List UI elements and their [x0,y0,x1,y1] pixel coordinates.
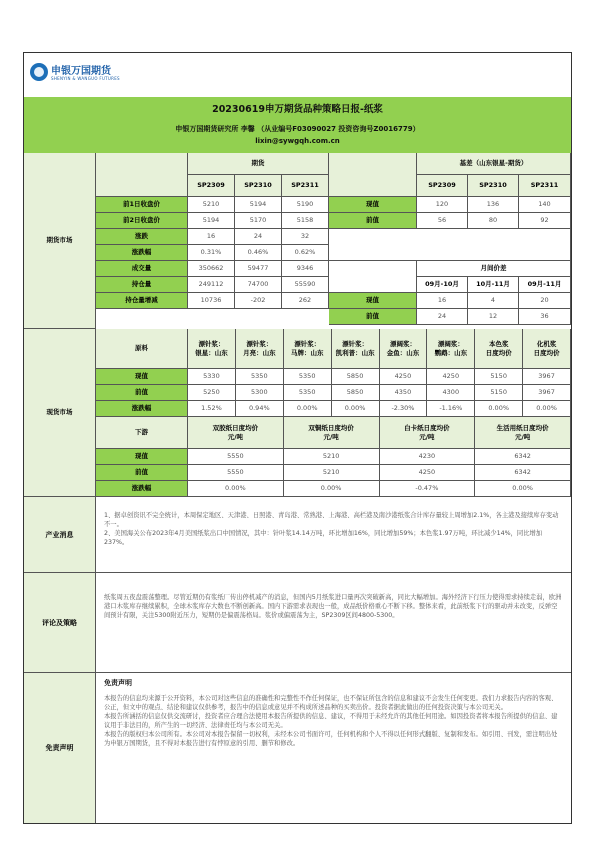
futures-value: 10736 [188,293,235,309]
futures-row-label: 前1日收盘价 [96,197,188,213]
downstream-row-label: 现值 [96,449,188,465]
disclaimer-section-label: 免责声明 [24,673,96,823]
disclaimer-text [96,673,571,823]
raw-material-header: 漂针浆： 凯利普：山东 [332,329,380,369]
spread-blank [329,261,417,293]
downstream-value: -0.47% [380,481,476,497]
downstream-value: 5550 [188,465,284,481]
raw-value: 5850 [332,385,380,401]
spread-prev-value: 24 [417,309,468,325]
futures-header-blank [96,153,188,197]
downstream-value: 6342 [475,465,571,481]
raw-value: 5350 [284,385,332,401]
futures-value: 24 [235,229,282,245]
spread-now-value: 16 [417,293,468,309]
raw-value: 5350 [284,369,332,385]
futures-value: 5170 [235,213,282,229]
raw-value: 5330 [188,369,236,385]
raw-material-label: 原料 [96,329,188,369]
spread-column-header: 09月-10月 [417,277,468,293]
raw-value: 0.00% [284,401,332,417]
futures-header: 期货 [188,153,329,175]
futures-row-label: 持仓量 [96,277,188,293]
futures-value: 16 [188,229,235,245]
raw-row-label: 前值 [96,385,188,401]
disclaimer-paragraph-1: 本报告的信息均来源于公开资料，本公司对这些信息的准确性和完整性不作任何保证，也不保证所包含的信息和建议不会发生任何变更。我们力求报告内容的客观、公正，但文中的观点、结论和建议仅供参考，报告中的信息或意见并不构成所述品种的买卖出价。投资者据此做出的任何投资决策与本公司无关。 [104,695,558,711]
basis-header-blank [329,153,417,197]
raw-material-header: 漂针浆： 月亮：山东 [236,329,284,369]
raw-value: 4250 [427,369,475,385]
raw-row-label: 现值 [96,369,188,385]
futures-blank-area [329,229,571,261]
raw-value: 4300 [427,385,475,401]
downstream-header: 双铜纸日度均价 元/吨 [284,417,380,449]
downstream-value: 4250 [380,465,476,481]
raw-value: 0.94% [236,401,284,417]
futures-value: 32 [282,229,329,245]
basis-header: 基差（山东银星-期货） [417,153,571,175]
futures-row-label: 持仓量增减 [96,293,188,309]
industry-section-label: 产业消息 [24,497,96,573]
contract-header: SP2311 [282,175,329,197]
downstream-header: 白卡纸日度均价 元/吨 [380,417,476,449]
raw-material-header: 漂针浆： 马牌：山东 [284,329,332,369]
futures-value: 0.46% [235,245,282,261]
downstream-value: 0.00% [188,481,284,497]
futures-value: 5210 [188,197,235,213]
raw-material-header: 漂阔浆： 金鱼：山东 [380,329,428,369]
raw-value: 5850 [332,369,380,385]
author-line: 申银万国期货研究所 李馨 （从业编号F03090027 投资咨询号Z0016779） [175,125,420,133]
contract-header: SP2310 [235,175,282,197]
raw-material-header: 漂阔浆： 鹦鹉：山东 [427,329,475,369]
downstream-row-label: 前值 [96,465,188,481]
raw-value: 5250 [188,385,236,401]
basis-contract-header: SP2309 [417,175,468,197]
spread-prev-value: 12 [468,309,519,325]
futures-value: 0.62% [282,245,329,261]
futures-value: 74700 [235,277,282,293]
strategy-section-label: 评论及策略 [24,573,96,673]
downstream-label: 下游 [96,417,188,449]
futures-row-label: 涨跌 [96,229,188,245]
raw-value: 5350 [236,369,284,385]
raw-value: 5300 [236,385,284,401]
basis-prev-label: 前值 [329,213,417,229]
basis-prev-value: 56 [417,213,468,229]
logo-name: 申银万国期货 [51,66,111,77]
spread-column-header: 09月-11月 [519,277,571,293]
futures-value: -202 [235,293,282,309]
strategy-text [96,573,571,673]
raw-value: 4250 [380,369,428,385]
raw-value: 0.00% [332,401,380,417]
industry-news-2: 2、美国海关公布2023年4月美国纸浆出口中国情况，其中：针叶浆14.14万吨，环比增加16%，同比增加59%；本色浆1.97万吨，环比减少14%，同比增加237%。 [104,530,543,546]
futures-value: 350662 [188,261,235,277]
basis-now-value: 136 [468,197,519,213]
raw-value: 1.52% [188,401,236,417]
report-header [24,53,571,98]
raw-value: 3967 [523,385,571,401]
report-title: 20230619申万期货品种策略日报-纸浆 [24,97,571,120]
futures-value: 9346 [282,261,329,277]
raw-row-label: 涨跌幅 [96,401,188,417]
raw-value: -1.16% [427,401,475,417]
logo-subtitle: SHENYIN & WANGUO FUTURES [51,76,120,81]
basis-now-value: 120 [417,197,468,213]
spread-title: 月间价差 [417,261,571,277]
raw-value: 5150 [475,369,523,385]
downstream-header: 双胶纸日度均价 元/吨 [188,417,284,449]
downstream-row-label: 涨跌幅 [96,481,188,497]
raw-value: 4350 [380,385,428,401]
futures-value: 0.31% [188,245,235,261]
raw-material-header: 化机浆 日度均价 [523,329,571,369]
futures-value: 262 [282,293,329,309]
raw-value: 3967 [523,369,571,385]
futures-row-label: 前2日收盘价 [96,213,188,229]
logo-icon [30,63,48,81]
disclaimer-paragraph-3: 本报告的版权归本公司所有。本公司对本报告保留一切权利，未经本公司书面许可，任何机构和个人不得以任何形式翻版、复制和发布。如引用、刊发，需注明出处为申银万国期货，且不得对本报告进行有悖原意的引用、删节和修改。 [104,731,558,747]
spread-prev-value: 36 [519,309,571,325]
downstream-value: 5210 [284,465,380,481]
downstream-value: 6342 [475,449,571,465]
basis-prev-value: 92 [519,213,571,229]
spread-column-header: 10月-11月 [468,277,519,293]
downstream-value: 4230 [380,449,476,465]
company-logo [30,59,120,89]
raw-material-header: 本色浆 日度均价 [475,329,523,369]
disclaimer-paragraph-2: 本报告所涵括的信息仅供交流研讨，投资者应合理合法使用本报告所提供的信息、建议，不得用于未经允许的其他任何用途。如因投资者将本报告所提供的信息、建议用于非法目的，所产生的一切经济、法律责任均与本公司无关。 [104,713,558,729]
downstream-value: 5210 [284,449,380,465]
futures-value: 5190 [282,197,329,213]
basis-now-label: 现值 [329,197,417,213]
futures-value: 59477 [235,261,282,277]
downstream-value: 0.00% [284,481,380,497]
basis-contract-header: SP2310 [468,175,519,197]
spread-now-label: 现值 [329,293,417,309]
raw-value: 0.00% [523,401,571,417]
futures-value: 5194 [235,197,282,213]
futures-value: 5158 [282,213,329,229]
basis-now-value: 140 [519,197,571,213]
raw-value: 5150 [475,385,523,401]
futures-value: 5194 [188,213,235,229]
futures-row-label: 涨跌幅 [96,245,188,261]
basis-contract-header: SP2311 [519,175,571,197]
author-email: lixin@sywgqh.com.cn [255,137,340,145]
spread-now-value: 4 [468,293,519,309]
futures-section-label: 期货市场 [24,153,96,329]
raw-value: -2.30% [380,401,428,417]
spread-prev-label: 前值 [329,309,417,325]
industry-news-1: 1、据卓创资讯不完全统计，本周保定地区、天津港、日照港、青岛港、常熟港、上海港、高栏港及南沙港纸浆合计库存量较上周增加2.1%，各主港及接续库存变动不一。 [104,512,559,528]
futures-row-label: 成交量 [96,261,188,277]
downstream-header: 生活用纸日度均价 元/吨 [475,417,571,449]
downstream-value: 0.00% [475,481,571,497]
author-block [24,119,571,154]
strategy-paragraph: 纸浆周五夜盘震荡整理。尽管近期仍有浆纸厂传出停机减产的消息，但国内5月纸浆进口量再次突破新高，同比大幅增加。海外经济下行压力使得需求持续走弱，欧洲港口木浆库存继续累积，全球木浆库存大数也不断创新高。国内下游需求表现也一般，成品纸价格重心不断下移。整体来看，此前纸浆下行的驱动并未改变，反弹空间预计有限，关注5300附近压力，短期仍是偏震荡格局。浆价或偏震荡为主，SP2309区间4800-5300。 [104,594,562,619]
report-frame [23,52,572,824]
futures-value: 55590 [282,277,329,293]
spot-section-label: 现货市场 [24,329,96,497]
spread-now-value: 20 [519,293,571,309]
futures-value: 249112 [188,277,235,293]
contract-header: SP2309 [188,175,235,197]
raw-value: 0.00% [475,401,523,417]
raw-material-header: 漂针浆： 银星：山东 [188,329,236,369]
basis-prev-value: 80 [468,213,519,229]
industry-news [96,497,571,573]
disclaimer-title: 免责声明 [104,679,132,687]
downstream-value: 5550 [188,449,284,465]
